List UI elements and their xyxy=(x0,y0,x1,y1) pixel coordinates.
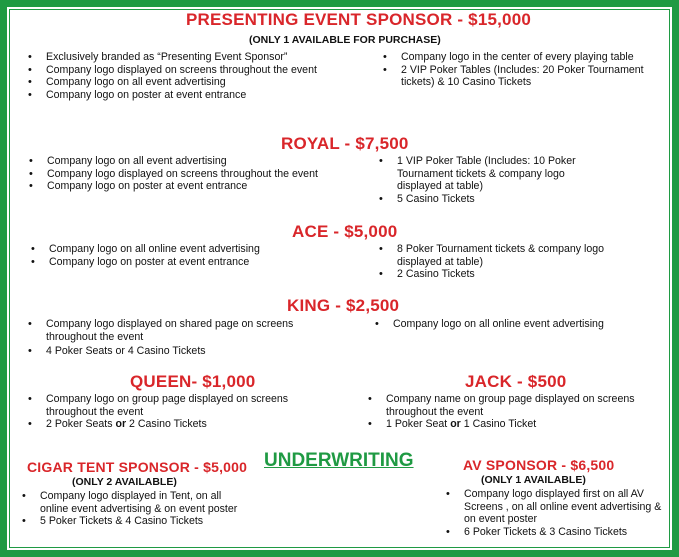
list-item: • Company logo displayed first on all AV Screens , on all online event advertising & on event poster xyxy=(443,488,663,526)
presenting-note: (ONLY 1 AVAILABLE FOR PURCHASE) xyxy=(249,34,441,46)
ace-title: ACE - $5,000 xyxy=(292,222,398,241)
list-item: • Company logo on all online event advertising xyxy=(372,318,662,331)
king-right-list xyxy=(372,318,662,331)
list-item: • Company logo on all online event advertising xyxy=(28,243,344,256)
list-item: • Company logo on all event advertising xyxy=(26,155,342,168)
list-item xyxy=(25,418,305,431)
list-item: • 5 Casino Tickets xyxy=(376,193,611,206)
presenting-right-list xyxy=(380,51,652,89)
list-item: • Company logo displayed on screens throughout the event xyxy=(25,64,341,77)
list-item: • Company logo on poster at event entrance xyxy=(28,256,344,269)
list-item: • 8 Poker Tournament tickets & company logo displayed at table) xyxy=(376,243,646,268)
list-item: • Company logo on poster at event entrance xyxy=(26,180,342,193)
queen-seats-or: or xyxy=(115,418,127,431)
list-item: • Company logo in the center of every playing table xyxy=(380,51,652,64)
royal-right-list xyxy=(376,155,611,205)
jack-seats-or: or xyxy=(450,418,461,431)
cigar-note: (ONLY 2 AVAILABLE) xyxy=(72,476,177,488)
list-item: • Company logo on all event advertising xyxy=(25,76,341,89)
av-note: (ONLY 1 AVAILABLE) xyxy=(481,474,586,486)
presenting-title: PRESENTING EVENT SPONSOR - $15,000 xyxy=(186,10,532,29)
list-item: • 2 VIP Poker Tables (Includes: 20 Poker Tournament tickets) & 10 Casino Tickets xyxy=(380,64,652,89)
ace-left-list xyxy=(28,243,344,268)
ace-right-list xyxy=(376,243,646,281)
list-item xyxy=(365,418,645,431)
av-title: AV SPONSOR - $6,500 xyxy=(463,457,615,473)
list-item: • Company logo displayed on screens throughout the event xyxy=(26,168,342,181)
queen-title: QUEEN- $1,000 xyxy=(130,372,256,391)
av-list xyxy=(443,488,663,538)
list-item: • 5 Poker Tickets & 4 Casino Tickets xyxy=(19,515,251,528)
list-item: • Exclusively branded as “Presenting Event Sponsor” xyxy=(25,51,341,64)
royal-left-list xyxy=(26,155,342,193)
king-title: KING - $2,500 xyxy=(287,296,400,315)
queen-seats-a: 2 Poker Seats xyxy=(46,418,113,431)
royal-title: ROYAL - $7,500 xyxy=(281,134,409,153)
cigar-list xyxy=(19,490,251,528)
jack-seats-a: 1 Poker Seat xyxy=(386,418,448,431)
list-item: • Company logo on poster at event entrance xyxy=(25,89,341,102)
list-item: • 4 Poker Seats or 4 Casino Tickets xyxy=(25,345,345,358)
queen-list xyxy=(25,393,305,431)
list-item: • 2 Casino Tickets xyxy=(376,268,646,281)
jack-list xyxy=(365,393,645,431)
list-item: • 1 VIP Poker Table (Includes: 10 Poker Tournament tickets & company logo displayed at table) xyxy=(376,155,611,193)
list-item: • Company logo displayed on shared page on screens throughout the event xyxy=(25,318,345,343)
list-item: • Company name on group page displayed on screens throughout the event xyxy=(365,393,645,418)
list-item: • Company logo displayed in Tent, on all online event advertising & on event poster xyxy=(19,490,251,515)
cigar-title: CIGAR TENT SPONSOR - $5,000 xyxy=(27,459,248,475)
list-item: • 6 Poker Tickets & 3 Casino Tickets xyxy=(443,526,663,539)
jack-seats-b: 1 Casino Ticket xyxy=(463,418,537,431)
jack-title: JACK - $500 xyxy=(465,372,567,391)
presenting-left-list xyxy=(25,51,341,101)
list-item: • Company logo on group page displayed on screens throughout the event xyxy=(25,393,305,418)
king-left-list xyxy=(25,318,345,360)
queen-seats-b: 2 Casino Tickets xyxy=(129,418,207,431)
underwriting-heading: UNDERWRITING xyxy=(264,450,414,471)
